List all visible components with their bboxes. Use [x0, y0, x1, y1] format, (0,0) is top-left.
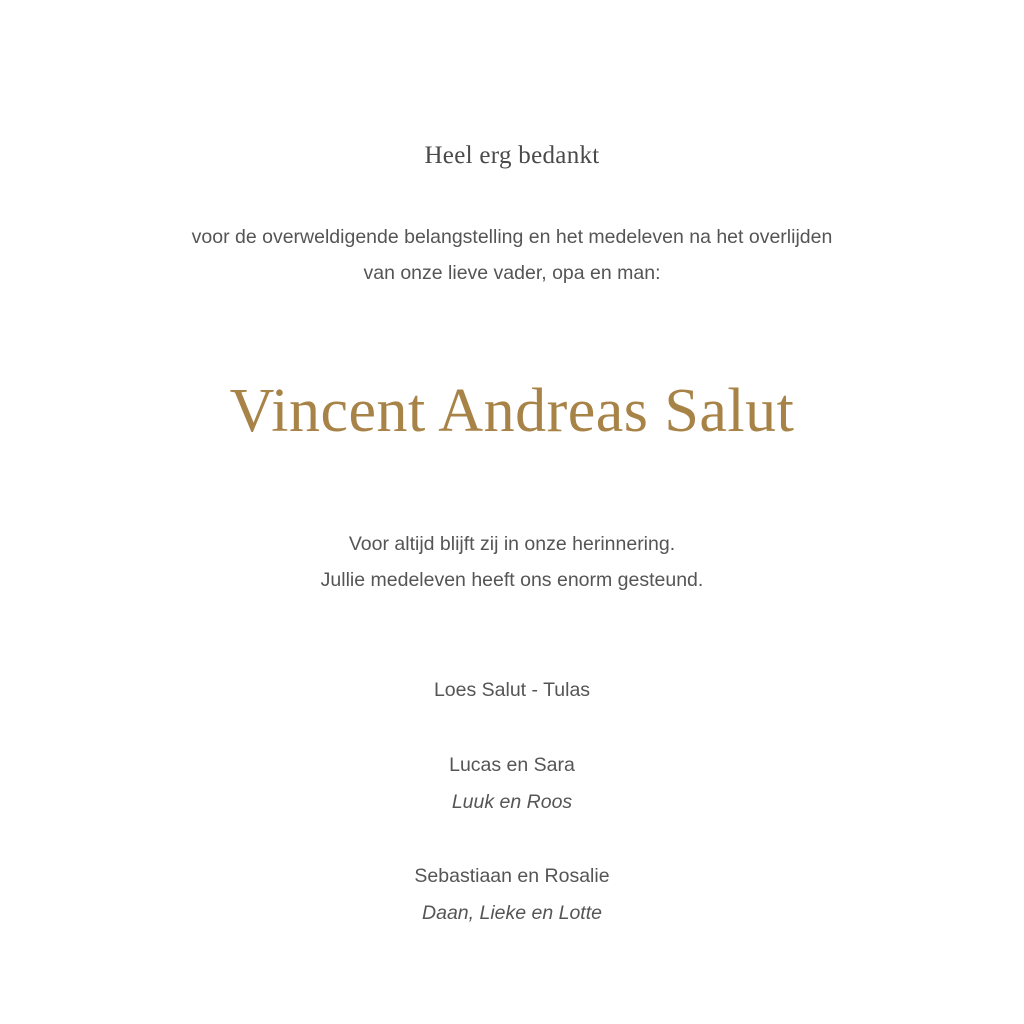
family-child-2: Sebastiaan en Rosalie [414, 865, 610, 887]
intro-line-1: voor de overweldigende belangstelling en het medeleven na het overlijden [191, 226, 833, 248]
family-grandchildren-1: Luuk en Roos [451, 791, 573, 813]
message-line-1: Voor altijd blijft zij in onze herinnering. [348, 533, 676, 555]
card-heading: Heel erg bedankt [424, 142, 600, 169]
family-grandchildren-2: Daan, Lieke en Lotte [422, 902, 602, 924]
family-spouse: Loes Salut - Tulas [433, 679, 591, 701]
family-child-1: Lucas en Sara [449, 754, 575, 776]
message-line-2: Jullie medeleven heeft ons enorm gesteund. [320, 569, 704, 591]
deceased-name: Vincent Andreas Salut [229, 377, 795, 445]
intro-line-2: van onze lieve vader, opa en man: [363, 262, 661, 284]
